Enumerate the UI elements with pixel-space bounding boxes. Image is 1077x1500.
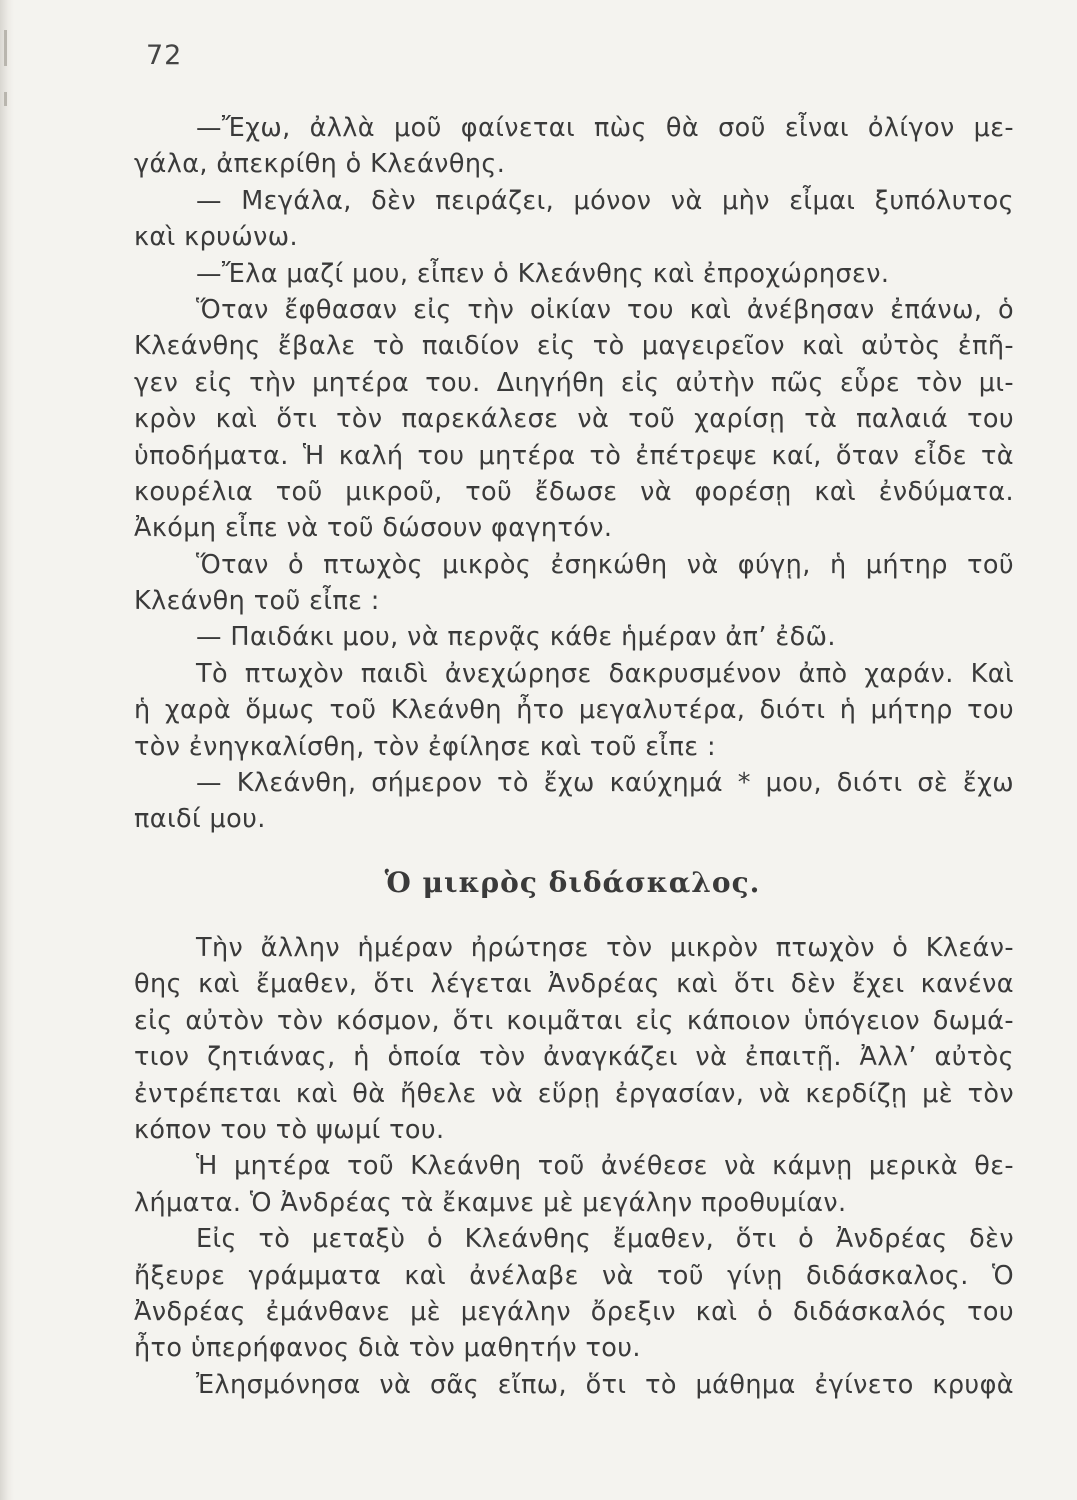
text-line: ἐντρέπεται καὶ θὰ ἤθελε νὰ εὕρῃ ἐργασίαν, νὰ κερδίζῃ μὲ τὸν [134,1078,1014,1109]
page-edge-mark [4,92,7,106]
body-text-section-2 [134,930,1014,1403]
text-line: γεν εἰς τὴν μητέρα του. Διηγήθη εἰς αὐτὴν πῶς εὗρε τὸν μι- [134,367,1014,398]
text-line: θης καὶ ἔμαθεν, ὅτι λέγεται Ἀνδρέας καὶ ὅτι δὲν ἔχει κανένα [134,969,1014,1000]
text-line: Ἀνδρέας ἐμάνθανε μὲ μεγάλην ὄρεξιν καὶ ὁ διδάσκαλός του [134,1296,1014,1327]
text-line: Ὅταν ἔφθασαν εἰς τὴν οἰκίαν του καὶ ἀνέβησαν ἐπάνω, ὁ [196,294,1014,325]
text-line: Ἐλησμόνησα νὰ σᾶς εἴπω, ὅτι τὸ μάθημα ἐγίνετο κρυφὰ [196,1369,1014,1400]
text-line: ἤξευρε γράμματα καὶ ἀνέλαβε νὰ τοῦ γίνῃ διδάσκαλος. Ὁ [134,1260,1014,1291]
text-line: ἦτο ὑπερήφανος διὰ τὸν μαθητήν του. [134,1333,641,1364]
text-line: Ὅταν ὁ πτωχὸς μικρὸς ἐσηκώθη νὰ φύγῃ, ἡ μήτηρ τοῦ [196,549,1014,580]
text-line: γάλα, ἀπεκρίθη ὁ Κλεάνθης. [134,149,506,180]
text-line: παιδί μου. [134,804,266,835]
text-line: — Παιδάκι μου, νὰ περνᾷς κάθε ἡμέραν ἀπ’ ἐδῶ. [196,622,836,653]
text-line: Ἀκόμη εἶπε νὰ τοῦ δώσουν φαγητόν. [134,513,613,544]
text-line: κόπον του τὸ ψωμί του. [134,1114,445,1145]
section-heading [0,866,1077,899]
text-line: καὶ κρυώνω. [134,222,298,253]
text-line: Ἡ μητέρα τοῦ Κλεάνθη τοῦ ἀνέθεσε νὰ κάμνῃ μερικὰ θε- [196,1151,1014,1182]
text-line: —Ἔλα μαζί μου, εἶπεν ὁ Κλεάνθης καὶ ἐπροχώρησεν. [196,258,890,289]
page-number: 72 [146,40,183,71]
text-line: Τὸ πτωχὸν παιδὶ ἀνεχώρησε δακρυσμένον ἀπὸ χαράν. Καὶ [196,658,1014,689]
section-heading-text: Ὁ μικρὸς διδάσκαλος. [384,866,761,899]
body-text-section-1 [134,110,1014,838]
text-line: Κλεάνθης ἔβαλε τὸ παιδίον εἰς τὸ μαγειρεῖον καὶ αὐτὸς ἐπῆ- [134,331,1014,362]
text-line: κρὸν καὶ ὅτι τὸν παρεκάλεσε νὰ τοῦ χαρίσῃ τὰ παλαιά του [134,404,1014,435]
text-line: ὑποδήματα. Ἡ καλή του μητέρα τὸ ἐπέτρεψε καί, ὅταν εἶδε τὰ [134,440,1014,471]
page-edge [0,0,14,1500]
text-line: ἡ χαρὰ ὅμως τοῦ Κλεάνθη ἦτο μεγαλυτέρα, διότι ἡ μήτηρ του [134,695,1014,726]
text-line: Εἰς τὸ μεταξὺ ὁ Κλεάνθης ἔμαθεν, ὅτι ὁ Ἀνδρέας δὲν [196,1224,1014,1255]
page-edge-mark [4,30,7,66]
text-line: Τὴν ἄλλην ἡμέραν ἠρώτησε τὸν μικρὸν πτωχὸν ὁ Κλεάν- [196,933,1014,963]
text-line: κουρέλια τοῦ μικροῦ, τοῦ ἔδωσε νὰ φορέσῃ καὶ ἐνδύματα. [134,476,1014,507]
text-line: —Ἔχω, ἀλλὰ μοῦ φαίνεται πὼς θὰ σοῦ εἶναι ὀλίγον με- [196,113,1014,143]
text-line: Κλεάνθη τοῦ εἶπε : [134,586,380,617]
text-line: τιον ζητιάνας, ἡ ὁποία τὸν ἀναγκάζει νὰ ἐπαιτῇ. Ἀλλ’ αὐτὸς [134,1042,1014,1073]
text-line: — Κλεάνθη, σήμερον τὸ ἔχω καύχημά * μου, διότι σὲ ἔχω [196,768,1014,799]
text-line: — Μεγάλα, δὲν πειράζει, μόνον νὰ μὴν εἶμαι ξυπόλυτος [196,185,1014,216]
text-line: τὸν ἐνηγκαλίσθη, τὸν ἐφίλησε καὶ τοῦ εἶπε : [134,731,716,762]
text-line: εἰς αὐτὸν τὸν κόσμον, ὅτι κοιμᾶται εἰς κάποιον ὑπόγειον δωμά- [134,1005,1014,1036]
text-line: λήματα. Ὁ Ἀνδρέας τὰ ἔκαμνε μὲ μεγάλην προθυμίαν. [134,1187,847,1218]
